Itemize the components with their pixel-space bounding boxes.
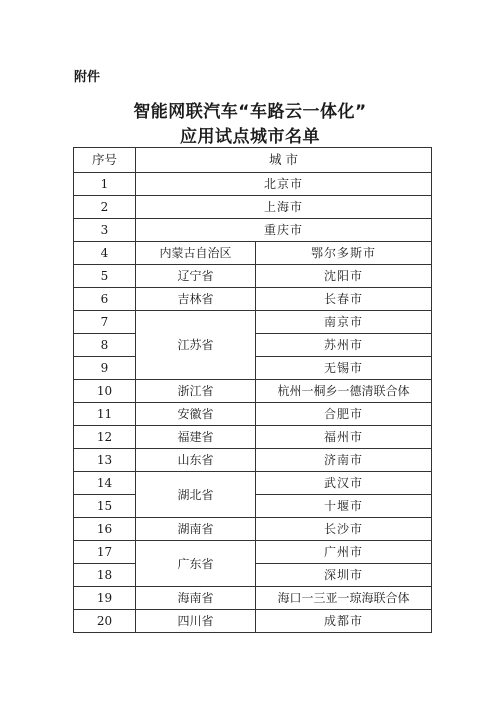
city-name: 南京市 (256, 311, 432, 334)
province-name: 湖南省 (136, 518, 256, 541)
province-name: 湖北省 (136, 472, 256, 518)
serial-number: 12 (74, 426, 136, 449)
city-name: 十堰市 (256, 495, 432, 518)
city-name: 成都市 (256, 610, 432, 633)
city-name: 杭州一桐乡一德清联合体 (256, 380, 432, 403)
serial-number: 2 (74, 196, 136, 219)
serial-number: 4 (74, 242, 136, 265)
city-name: 上海市 (136, 196, 432, 219)
table-row (74, 265, 432, 288)
serial-number: 19 (74, 587, 136, 610)
serial-number: 18 (74, 564, 136, 587)
province-name: 山东省 (136, 449, 256, 472)
province-name: 安徽省 (136, 403, 256, 426)
city-name: 无锡市 (256, 357, 432, 380)
province-name: 浙江省 (136, 380, 256, 403)
serial-number: 11 (74, 403, 136, 426)
serial-number: 6 (74, 288, 136, 311)
province-name: 辽宁省 (136, 265, 256, 288)
city-name: 福州市 (256, 426, 432, 449)
serial-number: 7 (74, 311, 136, 334)
city-name: 北京市 (136, 173, 432, 196)
pilot-cities-table (73, 147, 432, 633)
table-header-row (74, 148, 432, 173)
city-name: 苏州市 (256, 334, 432, 357)
table-row (74, 472, 432, 495)
province-name: 海南省 (136, 587, 256, 610)
document-subtitle: 应用试点城市名单 (180, 127, 320, 147)
serial-number: 13 (74, 449, 136, 472)
city-name: 海口一三亚一琼海联合体 (256, 587, 432, 610)
table-row (74, 311, 432, 334)
city-name: 鄂尔多斯市 (256, 242, 432, 265)
serial-number: 9 (74, 357, 136, 380)
city-name: 深圳市 (256, 564, 432, 587)
table-row (74, 242, 432, 265)
serial-number: 15 (74, 495, 136, 518)
city-name: 长春市 (256, 288, 432, 311)
table-row (74, 403, 432, 426)
table-row (74, 610, 432, 633)
table-row (74, 196, 432, 219)
document-title: 智能网联汽车“车路云一体化” (133, 102, 367, 122)
header-city: 城 市 (136, 148, 432, 173)
header-serial-number: 序号 (74, 148, 136, 173)
serial-number: 3 (74, 219, 136, 242)
city-name: 合肥市 (256, 403, 432, 426)
province-name: 福建省 (136, 426, 256, 449)
city-name: 武汉市 (256, 472, 432, 495)
serial-number: 16 (74, 518, 136, 541)
serial-number: 20 (74, 610, 136, 633)
table-row (74, 219, 432, 242)
province-name: 内蒙古自治区 (136, 242, 256, 265)
table-row (74, 541, 432, 564)
table-row (74, 518, 432, 541)
province-name: 吉林省 (136, 288, 256, 311)
serial-number: 1 (74, 173, 136, 196)
serial-number: 8 (74, 334, 136, 357)
table-row (74, 288, 432, 311)
province-name: 广东省 (136, 541, 256, 587)
serial-number: 5 (74, 265, 136, 288)
city-name: 广州市 (256, 541, 432, 564)
table-row (74, 426, 432, 449)
attachment-label: 附件 (74, 70, 101, 85)
serial-number: 17 (74, 541, 136, 564)
city-name: 济南市 (256, 449, 432, 472)
city-name: 沈阳市 (256, 265, 432, 288)
city-name: 重庆市 (136, 219, 432, 242)
serial-number: 10 (74, 380, 136, 403)
serial-number: 14 (74, 472, 136, 495)
table-row (74, 173, 432, 196)
table-row (74, 449, 432, 472)
table-row (74, 380, 432, 403)
city-name: 长沙市 (256, 518, 432, 541)
province-name: 江苏省 (136, 311, 256, 380)
table-row (74, 587, 432, 610)
province-name: 四川省 (136, 610, 256, 633)
